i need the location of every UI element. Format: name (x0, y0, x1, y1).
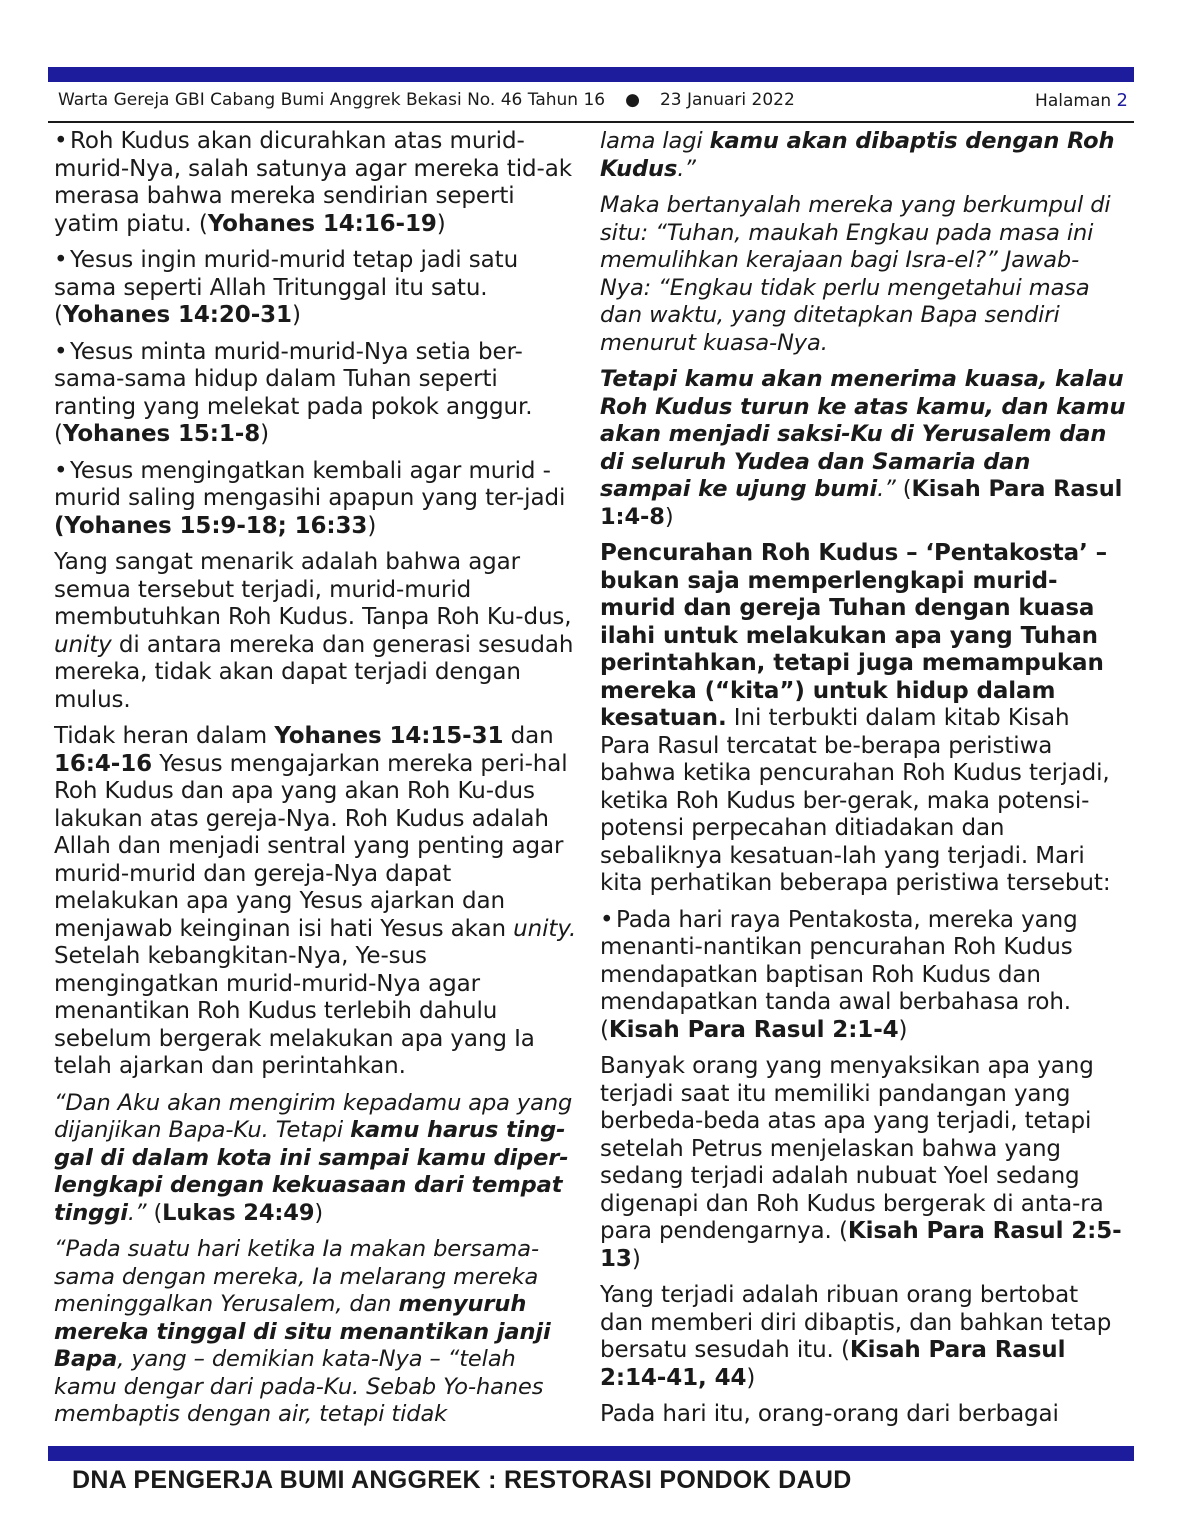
paragraph-text: Banyak orang yang menyaksikan apa yang terjadi saat itu memiliki pandangan yang berbeda-beda atas apa yang terjadi, tetapi setelah Petrus menjelaskan bahwa yang sedang terjadi adalah nubuat Yoel sedang digenapi dan Roh Kudus bergerak di anta-ra para pendengarnya. ( (600, 1053, 1104, 1244)
bullet-paragraph: • Yesus ingin murid-murid tetap jadi satu sama seperti Allah Tritunggal itu satu. (Yohanes 14:20-31) (54, 247, 519, 328)
bullet-dot-icon: • (54, 128, 68, 154)
paragraph-text: Pada hari raya Pentakosta, mereka yang menanti-nantikan pencurahan Roh Kudus mendapatkan baptisan Roh Kudus dan mendapatkan tanda awal berbahasa roh. ( (600, 906, 1078, 1043)
bullet-dot-icon: • (54, 338, 68, 365)
quote-emphasis: kamu harus ting-gal di dalam kota ini sampai kamu diper-lengkapi dengan kekuasaan dari tempat tinggi (54, 1117, 569, 1226)
scripture-quote (54, 1236, 580, 1429)
paragraph-text: dan (503, 723, 554, 749)
paragraph-text: Yesus ingin murid-murid tetap jadi satu sama seperti Allah Tritunggal itu satu. ( (54, 247, 519, 328)
emphasis-unity: unity. (513, 915, 577, 942)
quote-text: .” (877, 476, 896, 502)
scripture-reference: Yohanes 14:15-31 (274, 723, 504, 749)
bullet-paragraph: • Roh Kudus akan dicurahkan atas murid-murid-Nya, salah satunya agar mereka tid-ak merasa bahwa mereka sendirian seperti yatim piatu. (Yohanes 14:16-19) (54, 128, 572, 237)
page-number: 2 (1116, 90, 1128, 111)
bullet-dot-icon: • (600, 906, 614, 933)
bottom-accent-bar (48, 1446, 1134, 1461)
bullet-dot-icon: • (54, 457, 68, 484)
page-header (58, 88, 1128, 116)
scripture-reference: Yohanes 14:16-19 (207, 210, 437, 237)
footer-tagline: DNA PENGERJA BUMI ANGGREK : RESTORASI PONDOK DAUD (72, 1466, 852, 1494)
page-label: Halaman (1035, 91, 1112, 111)
quote-text: .” (127, 1199, 154, 1226)
scripture-reference: Yohanes 15:1-8 (62, 421, 261, 447)
quote-text: , yang – demikian kata-Nya – “telah kamu dengar dari pada-Ku. Sebab Yo-hanes membaptis dengan air, tetapi tidak (54, 1346, 544, 1427)
quote-text: “Pada suatu hari ketika Ia makan bersama-sama dengan mereka, Ia melarang mereka meninggalkan Yerusalem, dan (54, 1236, 539, 1317)
header-publication-line (58, 90, 795, 110)
emphasis-unity: unity (54, 631, 112, 658)
issue-date: 23 Januari 2022 (659, 90, 795, 110)
paragraph-text: Yesus mengingatkan kembali agar murid -murid saling mengasihi apapun yang ter-jadi (54, 457, 566, 511)
body-paragraph (600, 540, 1126, 898)
quote-text: “Dan Aku akan mengirim kepadamu apa yang dijanjikan Bapa-Ku. Tetapi (54, 1089, 573, 1143)
scripture-reference: Yohanes 14:20-31 (62, 302, 292, 328)
emphasis-text: Pencurahan Roh Kudus – ‘Pentakosta’ – bukan saja memperlengkapi murid-murid dan gereja Tuhan dengan kuasa ilahi untuk melakukan apa yang Tuhan perintahkan, tetapi juga memampukan mereka (“kita”) untuk hidup dalam kesatuan. (600, 540, 1108, 731)
scripture-reference: Kisah Para Rasul 1:4-8 (600, 476, 1123, 530)
scripture-reference: Kisah Para Rasul 2:14-41, 44 (600, 1337, 1066, 1391)
bullet-dot-icon: • (54, 247, 68, 273)
scripture-quote: Tetapi kamu akan menerima kuasa, kalau Roh Kudus turun ke atas kamu, dan kamu akan menjadi saksi-Ku di Yerusalem dan di seluruh Yudea dan Samaria dan sampai ke ujung bumi.” (Kisah Para Rasul 1:4-8) (600, 366, 1126, 530)
scripture-reference: Kisah Para Rasul 2:1-4 (608, 1016, 899, 1043)
body-paragraph (54, 723, 580, 1081)
publication-title: Warta Gereja GBI Cabang Bumi Anggrek Bekasi No. 46 Tahun 16 (58, 90, 606, 110)
left-column (54, 128, 580, 1440)
quote-text: .” (677, 155, 696, 182)
header-divider (48, 121, 1134, 123)
paragraph-text: Ini terbukti dalam kitab Kisah Para Rasul tercatat be-berapa peristiwa bahwa ketika pencurahan Roh Kudus terjadi, ketika Roh Kudus ber-gerak, maka potensi-potensi perpecahan ditiadakan dan sebaliknya kesatuan-lah yang terjadi. Mari kita perhatikan beberapa peristiwa tersebut: (600, 705, 1111, 896)
right-column (600, 128, 1126, 1440)
bullet-paragraph: • Yesus mengingatkan kembali agar murid -murid saling mengasihi apapun yang ter-jadi (Yohanes 15:9-18; 16:33) (54, 457, 566, 539)
body-paragraph (54, 549, 580, 714)
scripture-quote: “Dan Aku akan mengirim kepadamu apa yang dijanjikan Bapa-Ku. Tetapi kamu harus ting-gal di dalam kota ini sampai kamu diper-lengkapi dengan kekuasaan dari tempat tinggi.” (Lukas 24:49) (54, 1089, 573, 1226)
bullet-paragraph: • Pada hari raya Pentakosta, mereka yang menanti-nantikan pencurahan Roh Kudus mendapatkan baptisan Roh Kudus dan mendapatkan tanda awal berbahasa roh. (Kisah Para Rasul 2:1-4) (600, 906, 1078, 1043)
paragraph-text: di antara mereka dan generasi sesudah mereka, tidak akan dapat terjadi dengan mulus. (54, 631, 574, 713)
body-paragraph: Banyak orang yang menyaksikan apa yang terjadi saat itu memiliki pandangan yang berbeda-beda atas apa yang terjadi, tetapi setelah Petrus menjelaskan bahwa yang sedang terjadi adalah nubuat Yoel sedang digenapi dan Roh Kudus bergerak di anta-ra para pendengarnya. (Kisah Para Rasul 2:5-13) (600, 1053, 1122, 1272)
scripture-reference: (Yohanes 15:9-18; 16:33 (54, 512, 368, 539)
paragraph-text: Yang sangat menarik adalah bahwa agar semua tersebut terjadi, murid-murid membutuhkan Roh Kudus. Tanpa Roh Ku-dus, (54, 549, 572, 630)
scripture-quote: Maka bertanyalah mereka yang berkumpul di situ: “Tuhan, maukah Engkau pada masa ini memulihkan kerajaan bagi Isra-el?” Jawab-Nya: “Engkau tidak perlu mengetahui masa dan waktu, yang ditetapkan Bapa sendiri menurut kuasa-Nya. (600, 192, 1111, 356)
paragraph-text: Yang terjadi adalah ribuan orang bertobat dan memberi diri dibaptis, dan bahkan tetap bersatu sesudah itu. ( (600, 1282, 1112, 1363)
scripture-reference: Lukas 24:49 (162, 1199, 315, 1226)
scripture-quote (600, 128, 1126, 183)
quote-emphasis: Tetapi kamu akan menerima kuasa, kalau Roh Kudus turun ke atas kamu, dan kamu akan menjadi saksi-Ku di Yerusalem dan di seluruh Yudea dan Samaria dan sampai ke ujung bumi (600, 366, 1126, 502)
paragraph-text: Roh Kudus akan dicurahkan atas murid-murid-Nya, salah satunya agar mereka tid-ak merasa bahwa mereka sendirian seperti yatim piatu. ( (54, 128, 572, 237)
bullet-paragraph: • Yesus minta murid-murid-Nya setia ber-sama-sama hidup dalam Tuhan seperti ranting yang melekat pada pokok anggur. (Yohanes 15:1-8) (54, 338, 533, 447)
body-paragraph: Yang terjadi adalah ribuan orang bertobat dan memberi diri dibaptis, dan bahkan tetap bersatu sesudah itu. (Kisah Para Rasul 2:14-41, 44) (600, 1282, 1112, 1391)
paragraph-text: Setelah kebangkitan-Nya, Ye-sus mengingatkan murid-murid-Nya agar menantikan Roh Kudus terlebih dahulu sebelum bergerak melakukan apa yang Ia telah ajarkan dan perintahkan. (54, 943, 535, 1079)
paragraph-text: Yesus minta murid-murid-Nya setia ber-sama-sama hidup dalam Tuhan seperti ranting yang melekat pada pokok anggur. ( (54, 338, 533, 447)
scripture-reference: 16:4-16 (54, 750, 153, 777)
paragraph-text: Yesus mengajarkan mereka peri-hal Roh Kudus dan apa yang akan Roh Ku-dus lakukan atas gereja-Nya. Roh Kudus adalah Allah dan menjadi sentral yang penting agar murid-murid dan gereja-Nya dapat melakukan apa yang Yesus ajarkan dan menjawab keinginan isi hati Yesus akan (54, 750, 568, 942)
page-indicator (1035, 90, 1128, 111)
paragraph-text: Tidak heran dalam (54, 723, 275, 749)
body-paragraph: Pada hari itu, orang-orang dari berbagai (600, 1401, 1059, 1427)
scripture-reference: Kisah Para Rasul 2:5-13 (600, 1218, 1122, 1272)
separator-dot-icon: ● (625, 90, 640, 110)
quote-text: lama lagi (600, 128, 710, 154)
quote-emphasis: kamu akan dibaptis dengan Roh Kudus (600, 128, 1115, 182)
quote-emphasis: menyuruh mereka tinggal di situ menantikan janji Bapa (54, 1291, 551, 1372)
top-accent-bar (48, 67, 1134, 82)
